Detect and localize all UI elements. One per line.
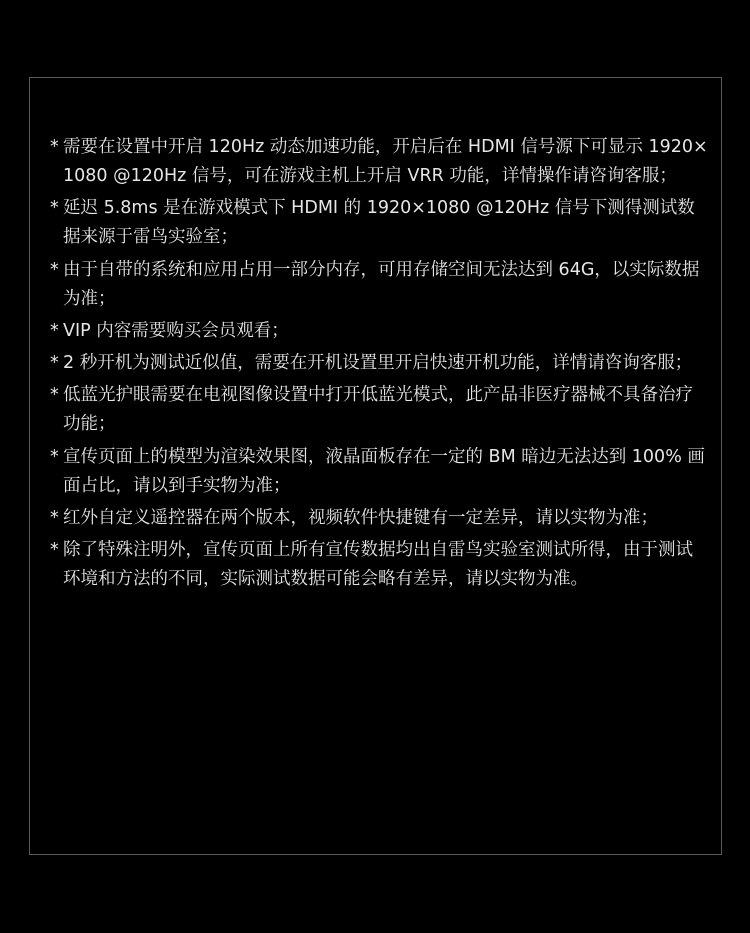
disclaimer-text: 2 秒开机为测试近似值，需要在开机设置里开启快速开机功能，详情请咨询客服； [63, 353, 693, 374]
bullet-marker: * [50, 446, 59, 467]
bullet-marker: * [50, 540, 59, 561]
disclaimer-item [50, 504, 710, 533]
disclaimer-box [29, 77, 722, 855]
bullet-marker: * [50, 508, 59, 529]
disclaimer-text: 除了特殊注明外，宣传页面上所有宣传数据均出自雷鸟实验室测试所得，由于测试环境和方法的不同，实际测试数据可能会略有差异，请以实物为准。 [63, 540, 693, 590]
disclaimer-list [50, 133, 710, 598]
disclaimer-item [50, 317, 710, 346]
disclaimer-text: 宣传页面上的模型为渲染效果图，液晶面板存在一定的 BM 暗边无法达到 100% 画面占比，请以到手实物为准； [63, 446, 705, 496]
disclaimer-text: 需要在设置中开启 120Hz 动态加速功能，开启后在 HDMI 信号源下可显示 1920×1080 @120Hz 信号，可在游戏主机上开启 VRR 功能，详情操作请咨询客服； [63, 137, 708, 186]
disclaimer-item [50, 256, 710, 314]
bullet-marker: * [50, 320, 59, 341]
disclaimer-text: 红外自定义遥控器在两个版本，视频软件快捷键有一定差异，请以实物为准； [63, 508, 658, 529]
disclaimer-item [50, 194, 710, 252]
bullet-marker: * [50, 259, 59, 280]
bullet-marker: * [50, 137, 59, 157]
disclaimer-item [50, 133, 710, 191]
disclaimer-text: 由于自带的系统和应用占用一部分内存，可用存储空间无法达到 64G，以实际数据为准； [63, 259, 700, 309]
bullet-marker: * [50, 353, 59, 374]
bullet-marker: * [50, 385, 59, 406]
disclaimer-text: VIP 内容需要购买会员观看； [63, 320, 289, 341]
disclaimer-text: 低蓝光护眼需要在电视图像设置中打开低蓝光模式，此产品非医疗器械不具备治疗功能； [63, 385, 693, 435]
disclaimer-item [50, 349, 710, 378]
disclaimer-text: 延迟 5.8ms 是在游戏模式下 HDMI 的 1920×1080 @120Hz 信号下测得测试数据来源于雷鸟实验室； [63, 198, 695, 248]
disclaimer-item [50, 381, 710, 439]
disclaimer-item [50, 443, 710, 501]
bullet-marker: * [50, 198, 59, 219]
disclaimer-item [50, 536, 710, 594]
